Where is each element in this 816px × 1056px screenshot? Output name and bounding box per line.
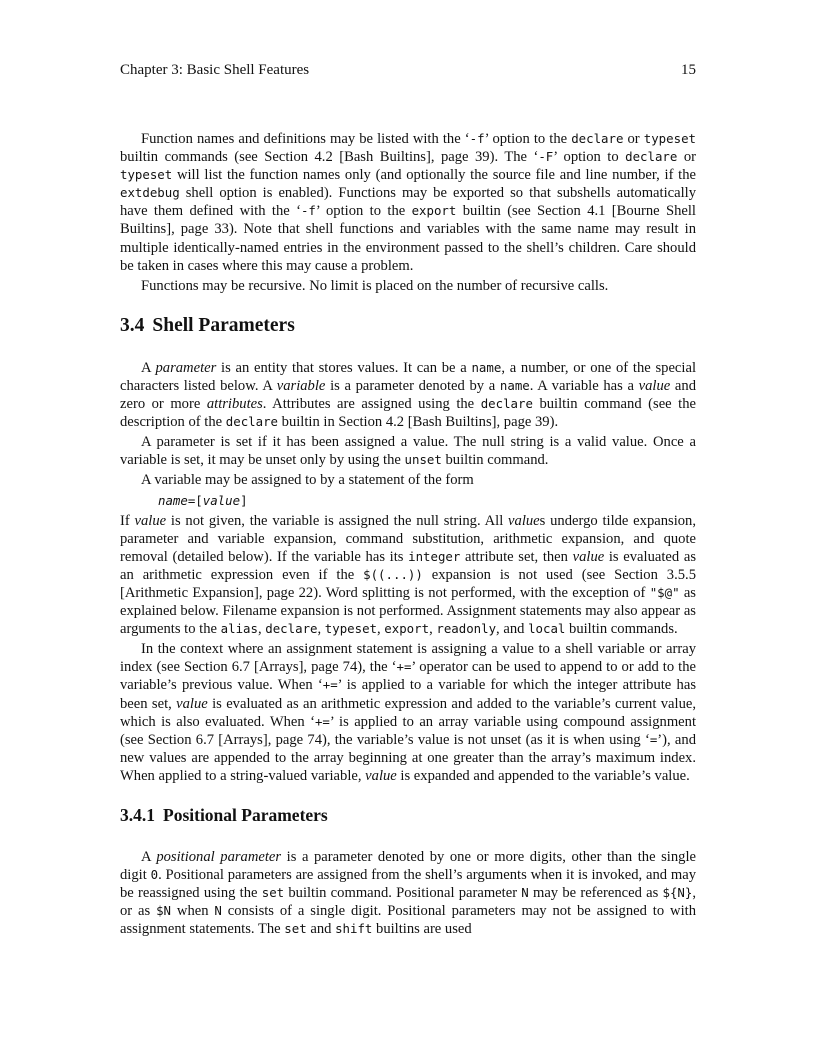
paragraph-parameter-set: A parameter is set if it has been assigned a value. The null string is a valid value. Once a variable is set, it may be unset only by using the unset builtin command. — [120, 434, 696, 469]
paragraph-assignment-form: A variable may be assigned to by a statement of the form — [141, 472, 474, 489]
section-heading-positional-parameters: 3.4.1 Positional Parameters — [120, 805, 328, 825]
page-number: 15 — [681, 62, 696, 78]
page-body — [120, 130, 696, 938]
paragraph-recursion: Functions may be recursive. No limit is placed on the number of recursive calls. — [141, 277, 609, 294]
paragraph-function-listing: Function names and definitions may be listed with the ‘-f’ option to the declare or typeset builtin commands (see Section 4.2 [Bash Builtins], page 39). The ‘-F’ option to declare or typeset will list the function names only (and optionally the source file and line number, if the extdebug shell option is enabled). Functions may be exported so that subshells automatically have them defined with the ‘-f’ option to the export builtin (see Section 4.1 [Bourne Shell Builtins], page 33). Note that shell functions and variables with the same name may result in multiple identically-named entries in the environment passed to the shell’s children. Care should be taken in cases where this may cause a problem. — [120, 131, 696, 274]
section-heading-shell-parameters: 3.4 Shell Parameters — [120, 314, 295, 336]
paragraph-append-operator: In the context where an assignment statement is assigning a value to a shell variable or array index (see Section 6.7 [Arrays], page 74), the ‘+=’ operator can be used to append to or add to the variable’s previous value. When ‘+=’ is applied to a variable for which the integer attribute has been set, value is evaluated as an arithmetic expression and added to the variable’s current value, which is also evaluated. When ‘+=’ is applied to an array variable using compound assignment (see Section 6.7 [Arrays], page 74), the variable’s value is not unset (as it is when using ‘=’), and new values are appended to the array beginning at one greater than the array’s maximum index. When applied to a string-valued variable, value is expanded and appended to the variable’s value. — [120, 641, 696, 784]
code-example-assignment: name=[value] — [158, 492, 248, 508]
paragraph-parameter-definition: A parameter is an entity that stores values. It can be a name, a number, or one of the special characters listed below. A variable is a parameter denoted by a name. A variable has a value and zero or more attributes. Attributes are assigned using the declare builtin command (see the description of the declare builtin in Section 4.2 [Bash Builtins], page 39). — [120, 359, 697, 431]
chapter-title: Chapter 3: Basic Shell Features — [120, 62, 310, 78]
paragraph-value-expansion: If value is not given, the variable is assigned the null string. All values undergo tilde expansion, parameter and variable expansion, command substitution, arithmetic expansion, and quote removal (detailed below). If the variable has its integer attribute set, then value is evaluated as an arithmetic expression even if the $((...)) expansion is not used (see Section 3.5.5 [Arithmetic Expansion], page 22). Word splitting is not performed, with the exception of "$@" as explained below. Filename expansion is not performed. Assignment statements may also appear as arguments to the alias, declare, typeset, export, readonly, and local builtin commands. — [120, 512, 697, 638]
page-header — [120, 62, 696, 82]
paragraph-positional-parameters: A positional parameter is a parameter denoted by one or more digits, other than the single digit 0. Positional parameters are assigned from the shell’s arguments when it is invoked, and may be reassigned using the set builtin command. Positional parameter N may be referenced as ${N}, or as $N when N consists of a single digit. Positional parameters may not be assigned to with assignment statements. The set and shift builtins are used — [120, 849, 697, 938]
